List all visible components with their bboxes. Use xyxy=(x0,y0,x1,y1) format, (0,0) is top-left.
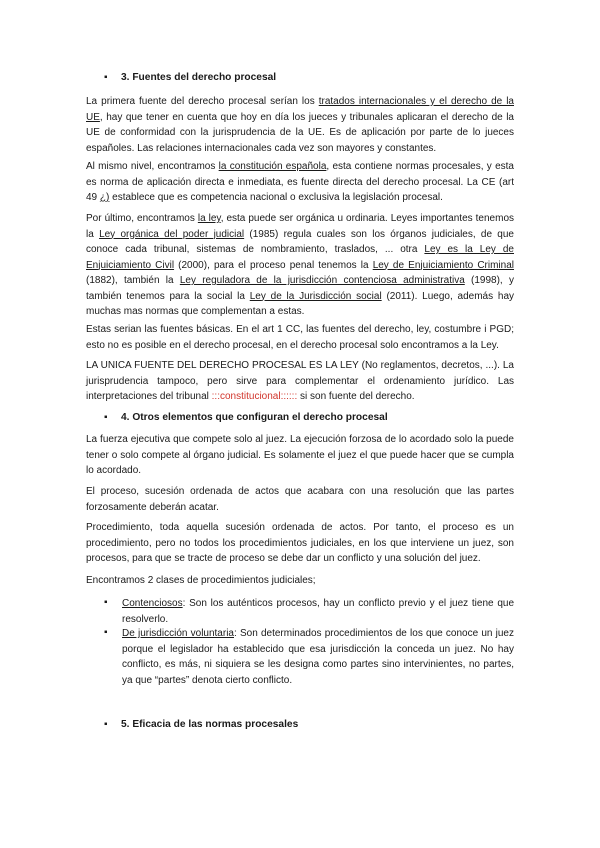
list-item xyxy=(122,626,514,688)
list-bullet: ▪ xyxy=(104,627,108,638)
text: si son fuente del derecho. xyxy=(297,391,415,402)
paragraph-6: La fuerza ejecutiva que compete solo al juez. La ejecución forzosa de lo acordado solo la puede tener o solo compete al órgano judicial. Es solamente el juez el que puede hacer que se cumpla lo acordado. xyxy=(86,434,514,476)
text: (1985) regula cuales son los órganos judiciales, de que conoce cada tribunal, sistemas de nombramiento, traslados, ... otra xyxy=(86,228,514,255)
underlined-term: Ley de la Jurisdicción social xyxy=(249,290,382,302)
underlined-term: Ley de Enjuiciamiento Criminal xyxy=(372,259,515,271)
section-heading-5: 5. Eficacia de las normas procesales xyxy=(121,719,299,730)
underlined-term: Ley orgánica del poder judicial xyxy=(99,228,245,240)
list-bullet: ▪ xyxy=(104,597,108,608)
text: LA UNICA FUENTE DEL DERECHO PROCESAL ES LA LEY (No reglamentos, decretos, ...). La jurisprudencia tampoco, pero sirve para complementar el ordenamiento jurídico. Las interpretaciones del tribunal xyxy=(86,360,514,402)
list-text: : Son los auténticos procesos, hay un conflicto previo y el juez tiene que resolverlo. xyxy=(122,598,514,625)
section-heading-4: 4. Otros elementos que configuran el derecho procesal xyxy=(121,412,388,423)
highlighted-term: :::constitucional:::::: xyxy=(211,391,298,402)
underlined-term: tratados internacionales y el derecho de la UE xyxy=(86,96,514,123)
list-text: : Son determinados procedimientos de los que conoce un juez porque el legislador ha establecido que esa jurisdicción la conceda un juez. No hay conflicto, es más, ni siquiera se les designa como partes sino intervinientes, no partes, ya que “partes” denota cierto conflicto. xyxy=(122,628,514,686)
list-term: Contenciosos xyxy=(122,598,183,609)
list-term: De jurisdicción voluntaria xyxy=(122,628,234,639)
underlined-term: la constitución española xyxy=(218,161,327,172)
text: establece que es competencia nacional o exclusiva la legislación procesal. xyxy=(109,192,443,203)
paragraph-9: Encontramos 2 clases de procedimientos judiciales; xyxy=(86,575,316,586)
section-bullet: ▪ xyxy=(104,412,108,423)
section-heading-3: 3. Fuentes del derecho procesal xyxy=(121,72,277,83)
text: La primera fuente del derecho procesal serían los xyxy=(86,96,319,107)
paragraph-3 xyxy=(86,211,514,320)
text: (2000), para el proceso penal tenemos la xyxy=(174,259,373,271)
section-bullet: ▪ xyxy=(104,72,108,83)
paragraph-2 xyxy=(86,159,514,206)
paragraph-1 xyxy=(86,94,514,156)
text: (1882), también la xyxy=(86,275,180,286)
text: Por último, encontramos xyxy=(86,213,198,224)
list-item xyxy=(122,596,514,627)
paragraph-4: Estas serian las fuentes básicas. En el art 1 CC, las fuentes del derecho, ley, costumbre i PGD; esto no es posible en el derecho procesal, en el derecho procesal solo encontramos a la Ley. xyxy=(86,324,514,351)
text: , hay que tener en cuenta que hoy en día los jueces y tribunales aplicaran el derecho de la UE de conformidad con la jurisprudencia de la UE. Es de aplicación por parte de lo jueces españoles. Las relaciones internacionales cada vez son mayores y constantes. xyxy=(86,111,514,154)
underlined-term: Ley reguladora de la jurisdicción contenciosa administrativa xyxy=(179,275,465,286)
text: (2011). Luego, además hay muchas mas normas que complementan a estas. xyxy=(86,290,514,317)
underlined-term: Ley es la Ley de Enjuiciamiento Civil xyxy=(86,244,514,271)
text: Al mismo nivel, encontramos xyxy=(86,161,219,172)
paragraph-7: El proceso, sucesión ordenada de actos que acabara con una resolución que las partes forzosamente deberán acatar. xyxy=(86,486,514,513)
paragraph-5 xyxy=(86,358,514,405)
underlined-term: la ley xyxy=(197,213,221,224)
underlined-term: ¿) xyxy=(99,192,110,203)
text: , esta contiene normas procesales, y esta es norma de aplicación directa e inmediata, es fuente directa del derecho procesal. La CE (art 49 xyxy=(86,161,514,203)
section-bullet: ▪ xyxy=(104,719,108,730)
text: , esta puede ser orgánica u ordinaria. Leyes importantes tenemos la xyxy=(86,213,515,240)
paragraph-8: Procedimiento, toda aquella sucesión ordenada de actos. Por tanto, el proceso es un procedimiento, pero no todos los procedimientos judiciales, en los que interviene un juez, son procesos, para que se tracte de proceso se debe dar un conflicto y una solución del juez. xyxy=(86,522,514,564)
text: (1998), y también tenemos para la social la xyxy=(86,275,514,302)
